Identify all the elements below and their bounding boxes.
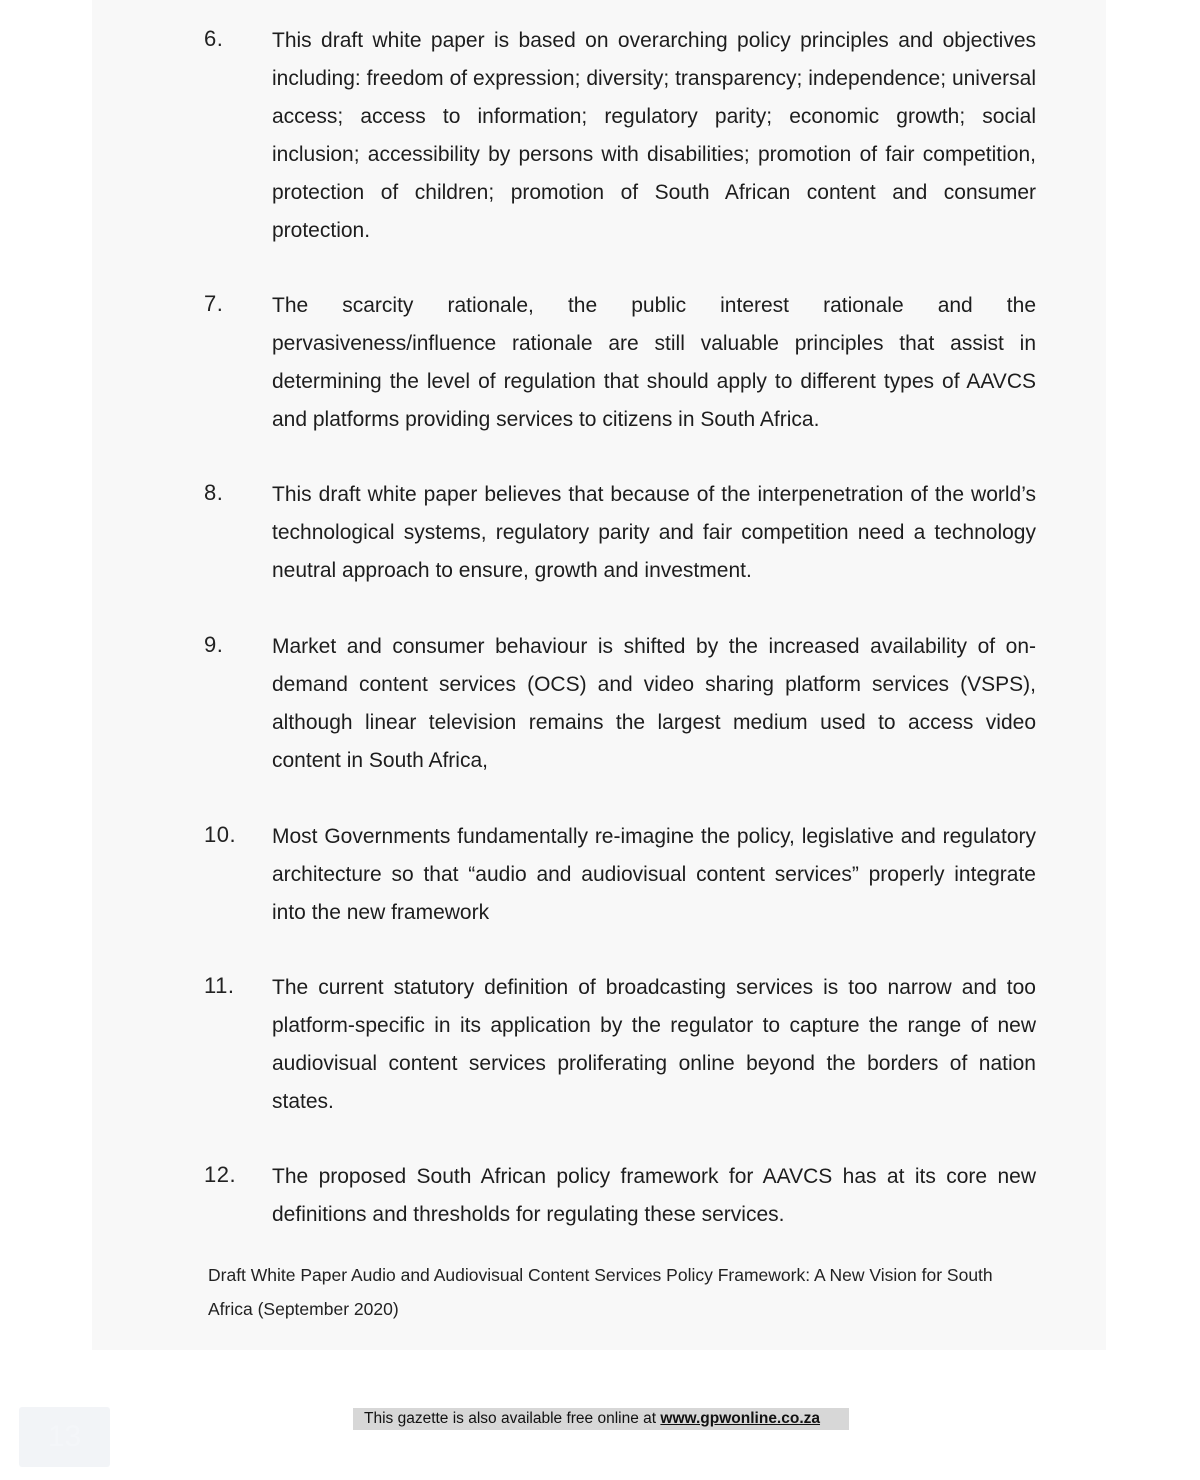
paragraph-text: The current statutory definition of broadcasting services is too narrow and too platform-specific in its application by the regulator to capture the range of new audiovisual content services proliferating online beyond the borders of nation states. (272, 976, 1036, 1113)
paragraph-number: 11. (204, 973, 235, 998)
paragraph-text: This draft white paper believes that because of the interpenetration of the world’s technological systems, regulatory parity and fair competition need a technology neutral approach to ensure, growth and investment. (272, 483, 1036, 582)
page-number: 13 (47, 1420, 82, 1453)
paragraph-12 (204, 1158, 1036, 1234)
source-caption: Draft White Paper Audio and Audiovisual Content Services Policy Framework: A New Vision for South Africa (September 2020) (208, 1265, 993, 1319)
paragraph-9 (204, 628, 1036, 780)
paragraph-text: This draft white paper is based on overarching policy principles and objectives including: freedom of expression; diversity; transparency; independence; universal access; access to information; regulatory parity; economic growth; social inclusion; accessibility by persons with disabilities; promotion of fair competition, protection of children; promotion of South African content and consumer protection. (272, 29, 1036, 242)
paragraph-8 (204, 476, 1036, 590)
paragraph-6 (204, 22, 1036, 250)
paragraph-text: Most Governments fundamentally re-imagine the policy, legislative and regulatory architecture so that “audio and audiovisual content services” properly integrate into the new framework (272, 825, 1036, 924)
paragraph-number: 7. (204, 291, 224, 316)
gazette-footer (353, 1408, 849, 1430)
gpwonline-link[interactable]: www.gpwonline.co.za (660, 1410, 821, 1427)
footer-text: This gazette is also available free online at (364, 1410, 661, 1427)
paragraph-number: 10. (204, 822, 237, 847)
paragraph-number: 12. (204, 1162, 237, 1187)
paragraph-7 (204, 287, 1036, 439)
paragraph-number: 6. (204, 26, 224, 51)
paragraph-text: The proposed South African policy framework for AAVCS has at its core new definitions and thresholds for regulating these services. (272, 1165, 1036, 1226)
paragraph-10 (204, 818, 1036, 932)
paragraph-text: The scarcity rationale, the public interest rationale and the pervasiveness/influence rationale are still valuable principles that assist in determining the level of regulation that should apply to different types of AAVCS and platforms providing services to citizens in South Africa. (272, 294, 1036, 431)
paragraph-11 (204, 969, 1036, 1121)
page-number-box (19, 1407, 110, 1467)
paragraph-text: Market and consumer behaviour is shifted by the increased availability of on-demand content services (OCS) and video sharing platform services (VSPS), although linear television remains the largest medium used to access video content in South Africa, (272, 635, 1036, 772)
paragraph-number: 9. (204, 632, 224, 657)
paragraph-number: 8. (204, 480, 224, 505)
